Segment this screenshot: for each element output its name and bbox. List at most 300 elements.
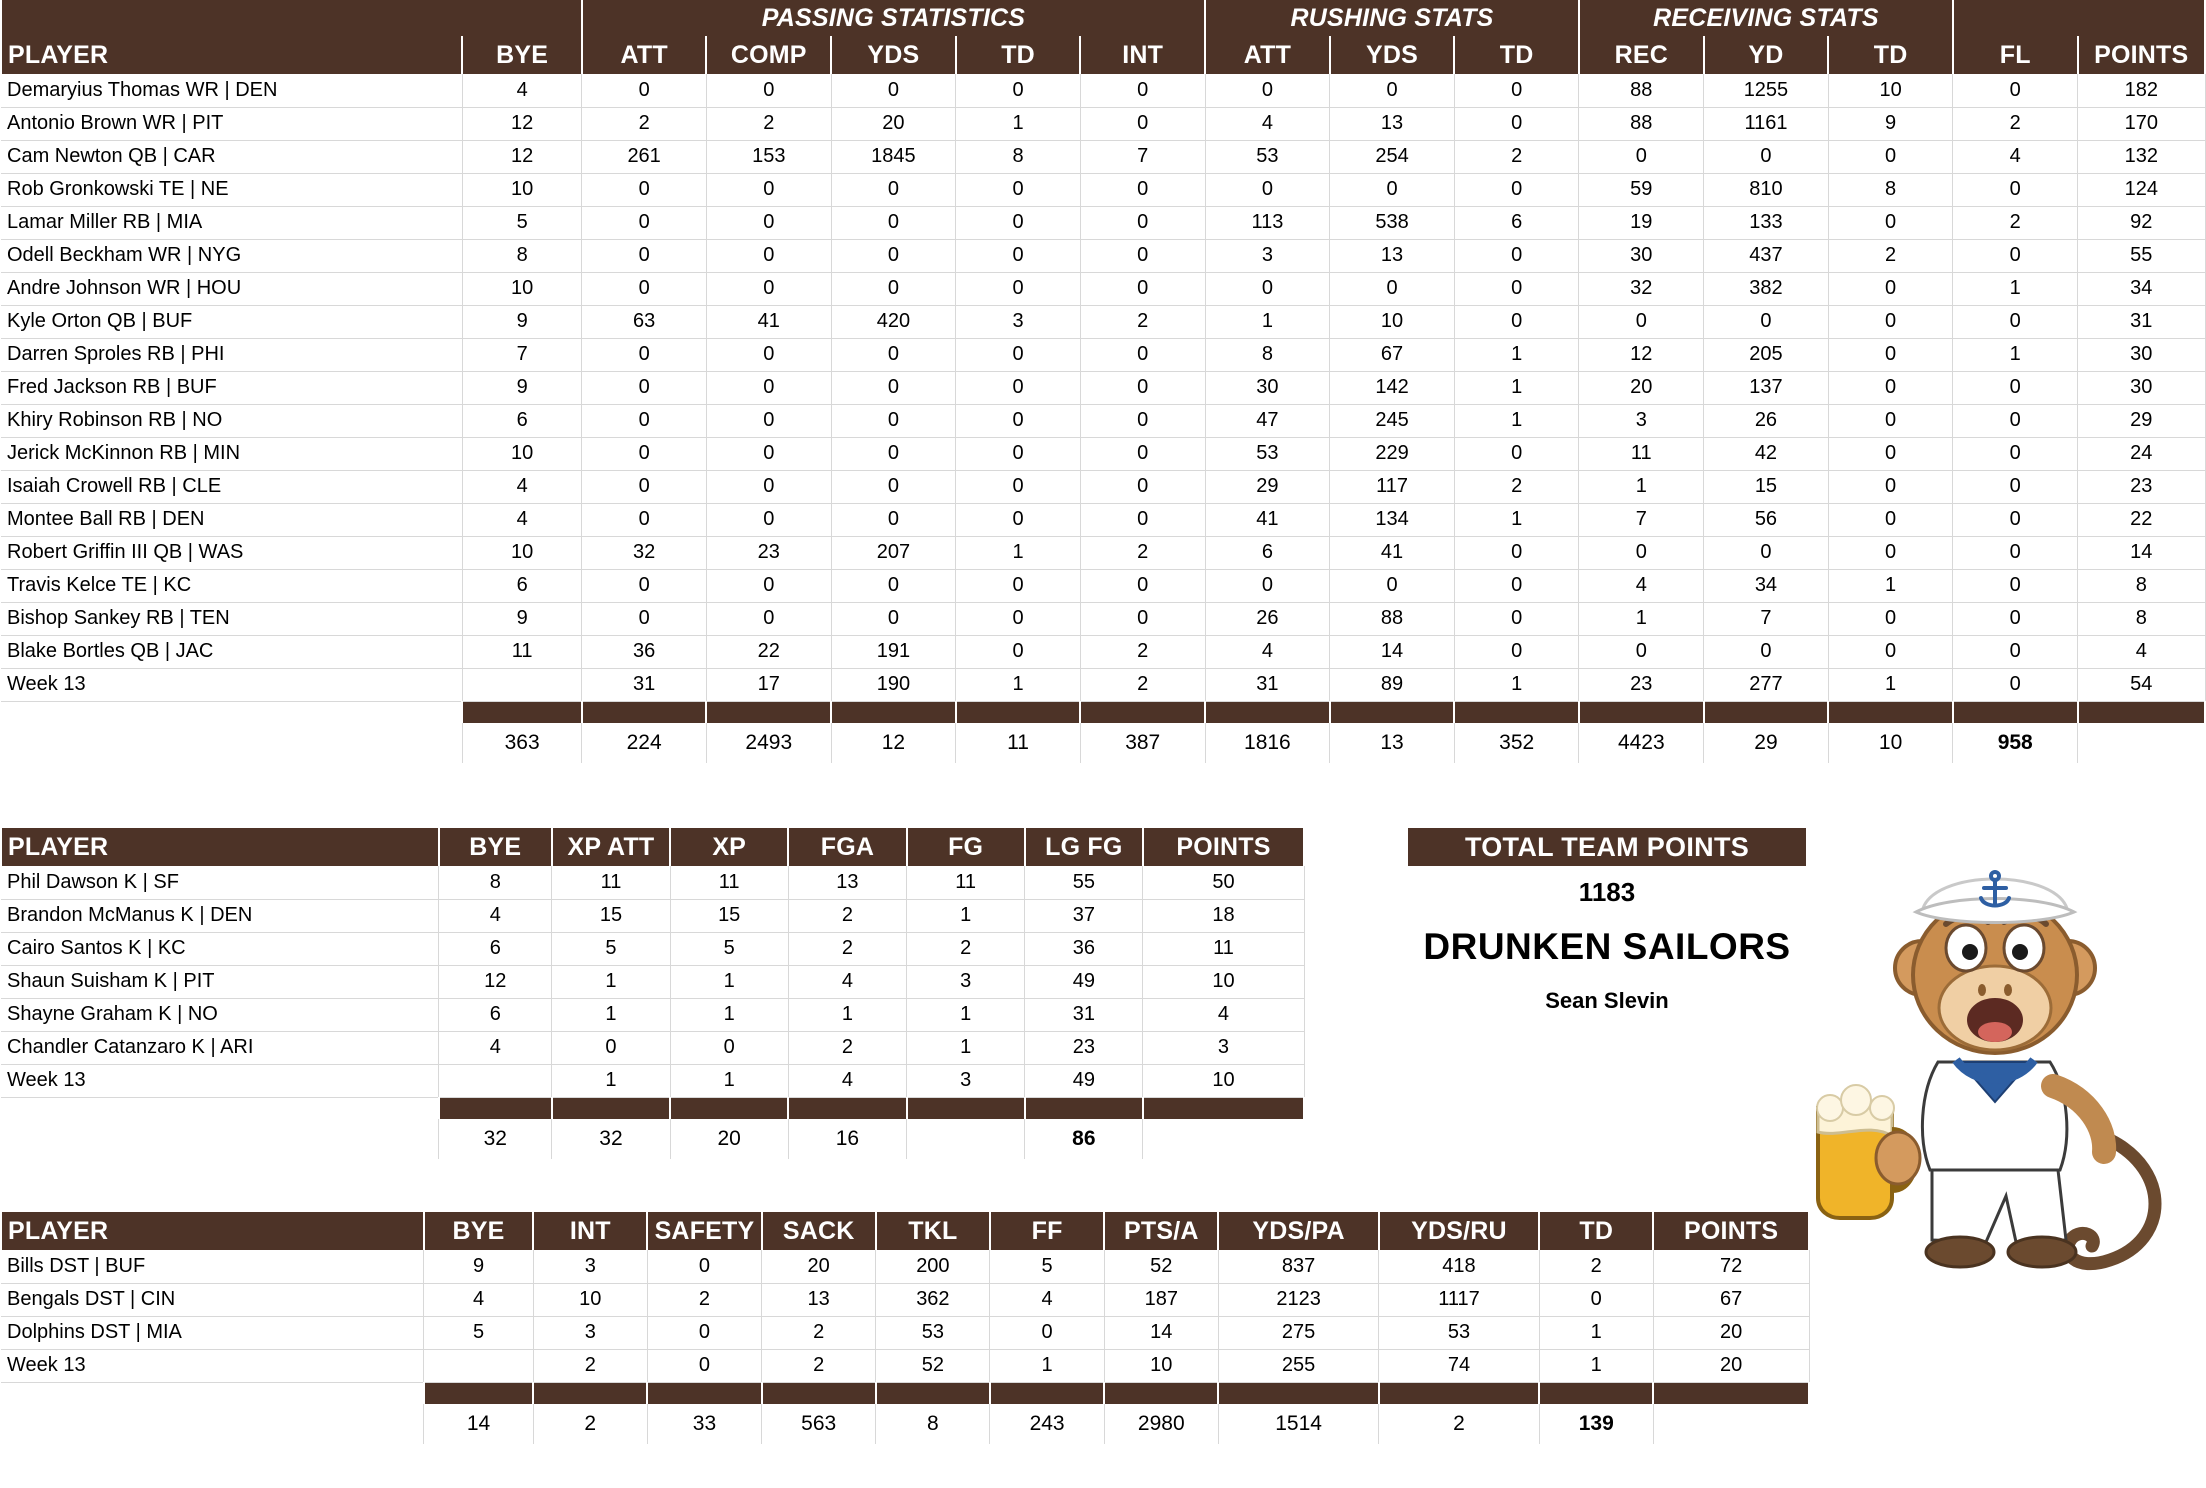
- stat-cell: 0: [831, 272, 956, 305]
- table-row[interactable]: [1, 74, 2205, 107]
- group-header-spacer: [1953, 0, 2205, 36]
- stat-cell: 0: [831, 74, 956, 107]
- stat-cell: 0: [1828, 305, 1953, 338]
- stat-cell: 88: [1579, 107, 1704, 140]
- stat-cell: 11: [1579, 437, 1704, 470]
- separator-cell: [956, 701, 1081, 723]
- stat-cell: 2: [1953, 206, 2078, 239]
- separator-cell: [647, 1382, 761, 1404]
- stat-cell: 0: [1205, 272, 1330, 305]
- stat-cell: 0: [706, 371, 831, 404]
- stat-cell: 2: [1080, 635, 1205, 668]
- stat-cell: 0: [956, 338, 1081, 371]
- stat-cell: 0: [1953, 74, 2078, 107]
- totals-row: [1, 723, 2205, 763]
- stat-cell: 0: [582, 371, 707, 404]
- column-header-rec[interactable]: REC: [1579, 36, 1704, 74]
- stat-cell: 3: [1579, 404, 1704, 437]
- player-name-cell[interactable]: Travis Kelce TE | KC: [1, 569, 462, 602]
- column-header-td[interactable]: TD: [1454, 36, 1579, 74]
- stat-cell: 0: [706, 437, 831, 470]
- stat-cell: 37: [1025, 899, 1143, 932]
- stat-cell: 72: [1653, 1250, 1809, 1283]
- stat-cell: 2: [762, 1316, 876, 1349]
- column-header-bye[interactable]: BYE: [439, 828, 552, 866]
- column-header-sack[interactable]: SACK: [762, 1212, 876, 1250]
- stat-cell: 0: [1953, 371, 2078, 404]
- stat-cell: 0: [1828, 140, 1953, 173]
- stat-cell: 9: [462, 305, 581, 338]
- separator-cell: [1828, 701, 1953, 723]
- stat-cell: 11: [1143, 932, 1304, 965]
- column-header-comp[interactable]: COMP: [706, 36, 831, 74]
- player-name-cell[interactable]: Blake Bortles QB | JAC: [1, 635, 462, 668]
- column-header-att[interactable]: ATT: [582, 36, 707, 74]
- stat-cell: 92: [2078, 206, 2205, 239]
- player-name-cell[interactable]: Bishop Sankey RB | TEN: [1, 602, 462, 635]
- player-name-cell[interactable]: Fred Jackson RB | BUF: [1, 371, 462, 404]
- player-name-cell[interactable]: Jerick McKinnon RB | MIN: [1, 437, 462, 470]
- column-header-points[interactable]: POINTS: [1653, 1212, 1809, 1250]
- column-header-fga[interactable]: FGA: [788, 828, 906, 866]
- stat-cell: [462, 668, 581, 701]
- table-row[interactable]: [1, 998, 1304, 1031]
- totals-points-cell: 86: [1025, 1119, 1143, 1159]
- player-name-cell[interactable]: Week 13: [1, 1349, 424, 1382]
- group-header-passing: PASSING STATISTICS: [582, 0, 1205, 36]
- table-row[interactable]: [1, 602, 2205, 635]
- column-header-fl[interactable]: FL: [1953, 36, 2078, 74]
- stat-cell: 0: [1579, 140, 1704, 173]
- player-name-cell[interactable]: Robert Griffin III QB | WAS: [1, 536, 462, 569]
- column-header-yds-pa[interactable]: YDS/PA: [1218, 1212, 1378, 1250]
- table-row[interactable]: [1, 965, 1304, 998]
- table-row[interactable]: [1, 899, 1304, 932]
- player-name-cell[interactable]: Isaiah Crowell RB | CLE: [1, 470, 462, 503]
- stat-cell: 0: [1080, 239, 1205, 272]
- stat-cell: 255: [1218, 1349, 1378, 1382]
- table-row[interactable]: [1, 173, 2205, 206]
- column-header-att[interactable]: ATT: [1205, 36, 1330, 74]
- column-header-player[interactable]: PLAYER: [1, 36, 462, 74]
- stat-cell: 0: [1579, 635, 1704, 668]
- stat-cell: 1: [1454, 668, 1579, 701]
- stat-cell: 2: [582, 107, 707, 140]
- stat-cell: 0: [831, 602, 956, 635]
- stat-cell: 132: [2078, 140, 2205, 173]
- stat-cell: 1: [907, 998, 1025, 1031]
- table-row[interactable]: [1, 1031, 1304, 1064]
- stat-cell: 30: [2078, 371, 2205, 404]
- stat-cell: 7: [462, 338, 581, 371]
- stat-cell: 53: [1205, 437, 1330, 470]
- stat-cell: 11: [907, 866, 1025, 899]
- stat-cell: 0: [1953, 404, 2078, 437]
- stat-cell: 2: [788, 932, 906, 965]
- drunken-sailor-monkey-mascot-icon: [1810, 840, 2200, 1310]
- separator-cell: [582, 701, 707, 723]
- stat-cell: 0: [1454, 569, 1579, 602]
- column-header-tkl[interactable]: TKL: [876, 1212, 990, 1250]
- stat-cell: 0: [1454, 437, 1579, 470]
- stat-cell: 0: [706, 272, 831, 305]
- stat-cell: 1: [956, 536, 1081, 569]
- player-name-cell[interactable]: Dolphins DST | MIA: [1, 1316, 424, 1349]
- stat-cell: 0: [582, 338, 707, 371]
- player-name-cell[interactable]: Montee Ball RB | DEN: [1, 503, 462, 536]
- column-header-safety[interactable]: SAFETY: [647, 1212, 761, 1250]
- table-row[interactable]: [1, 668, 2205, 701]
- stat-cell: 6: [462, 404, 581, 437]
- stat-cell: 1: [788, 998, 906, 1031]
- stat-cell: 0: [956, 569, 1081, 602]
- stat-cell: 53: [1205, 140, 1330, 173]
- stat-cell: 0: [1330, 74, 1455, 107]
- table-row[interactable]: [1, 536, 2205, 569]
- stat-cell: 0: [706, 74, 831, 107]
- stat-cell: 0: [1828, 635, 1953, 668]
- total-team-points-panel: [1408, 828, 1806, 1014]
- stat-cell: 31: [1025, 998, 1143, 1031]
- stat-cell: 0: [582, 206, 707, 239]
- stat-cell: 88: [1330, 602, 1455, 635]
- stat-cell: 0: [1704, 305, 1829, 338]
- stat-cell: 0: [956, 602, 1081, 635]
- column-header-bye[interactable]: BYE: [424, 1212, 533, 1250]
- separator-cell: [788, 1097, 906, 1119]
- stat-cell: 12: [439, 965, 552, 998]
- stat-cell: 54: [2078, 668, 2205, 701]
- stat-cell: 0: [1080, 404, 1205, 437]
- player-name-cell[interactable]: Week 13: [1, 668, 462, 701]
- player-name-cell[interactable]: Bills DST | BUF: [1, 1250, 424, 1283]
- stat-cell: 1: [1579, 470, 1704, 503]
- column-header-pts-a[interactable]: PTS/A: [1104, 1212, 1218, 1250]
- stat-cell: 187: [1104, 1283, 1218, 1316]
- stat-cell: 20: [831, 107, 956, 140]
- table-row[interactable]: [1, 635, 2205, 668]
- stat-cell: 0: [706, 206, 831, 239]
- table-row[interactable]: [1, 932, 1304, 965]
- column-header-int[interactable]: INT: [1080, 36, 1205, 74]
- total-team-points-value: 1183: [1578, 877, 1636, 907]
- column-header-td[interactable]: TD: [1828, 36, 1953, 74]
- stat-cell: 1: [1539, 1349, 1653, 1382]
- stat-cell: 9: [462, 371, 581, 404]
- player-name-cell[interactable]: Odell Beckham WR | NYG: [1, 239, 462, 272]
- stat-cell: 4: [990, 1283, 1104, 1316]
- stat-cell: 0: [1330, 173, 1455, 206]
- table-row[interactable]: [1, 371, 2205, 404]
- stat-cell: 2: [762, 1349, 876, 1382]
- separator-cell: [1330, 701, 1455, 723]
- table-row[interactable]: [1, 305, 2205, 338]
- table-row[interactable]: [1, 569, 2205, 602]
- stat-cell: 0: [1454, 272, 1579, 305]
- separator-cell: [1953, 701, 2078, 723]
- column-header-row: [1, 1212, 1809, 1250]
- player-name-cell[interactable]: Demaryius Thomas WR | DEN: [1, 74, 462, 107]
- table-row[interactable]: [1, 1283, 1809, 1316]
- table-row[interactable]: [1, 1250, 1809, 1283]
- totals-cell: 33: [647, 1404, 761, 1444]
- stat-cell: 0: [1953, 437, 2078, 470]
- table-row[interactable]: [1, 140, 2205, 173]
- totals-cell: 14: [424, 1404, 533, 1444]
- stat-cell: 0: [582, 437, 707, 470]
- stat-cell: 0: [1454, 74, 1579, 107]
- table-row[interactable]: [1, 272, 2205, 305]
- player-name-cell[interactable]: Cam Newton QB | CAR: [1, 140, 462, 173]
- stat-cell: 47: [1205, 404, 1330, 437]
- stat-cell: 182: [2078, 74, 2205, 107]
- table-row[interactable]: [1, 1349, 1809, 1382]
- stat-cell: 22: [2078, 503, 2205, 536]
- table-row[interactable]: [1, 404, 2205, 437]
- column-header-player[interactable]: PLAYER: [1, 1212, 424, 1250]
- totals-label-cell: [1, 723, 462, 763]
- player-name-cell[interactable]: Khiry Robinson RB | NO: [1, 404, 462, 437]
- column-header-row: [1, 36, 2205, 74]
- stat-cell: 0: [1454, 239, 1579, 272]
- separator-cell: [876, 1382, 990, 1404]
- stat-cell: 1161: [1704, 107, 1829, 140]
- stat-cell: 11: [462, 635, 581, 668]
- stat-cell: 0: [956, 206, 1081, 239]
- stat-cell: 0: [1454, 107, 1579, 140]
- stat-cell: 26: [1704, 404, 1829, 437]
- player-name-cell[interactable]: Phil Dawson K | SF: [1, 866, 439, 899]
- stat-cell: 0: [1454, 635, 1579, 668]
- column-header-yd[interactable]: YD: [1704, 36, 1829, 74]
- player-name-cell[interactable]: Shaun Suisham K | PIT: [1, 965, 439, 998]
- stat-cell: 418: [1379, 1250, 1539, 1283]
- column-header-xp[interactable]: XP: [670, 828, 788, 866]
- stat-cell: 0: [1704, 536, 1829, 569]
- stat-cell: 2: [1454, 470, 1579, 503]
- group-header-rushing: RUSHING STATS: [1205, 0, 1579, 36]
- stat-cell: 0: [831, 239, 956, 272]
- stat-cell: 5: [552, 932, 670, 965]
- separator-cell: [1704, 701, 1829, 723]
- table-row[interactable]: [1, 503, 2205, 536]
- stat-cell: [424, 1349, 533, 1382]
- stat-cell: 0: [1828, 536, 1953, 569]
- player-name-cell[interactable]: Antonio Brown WR | PIT: [1, 107, 462, 140]
- stat-cell: 0: [1828, 404, 1953, 437]
- stat-cell: 1: [907, 1031, 1025, 1064]
- stat-cell: 1117: [1379, 1283, 1539, 1316]
- stat-cell: 0: [1579, 536, 1704, 569]
- player-name-cell[interactable]: Brandon McManus K | DEN: [1, 899, 439, 932]
- player-name-cell[interactable]: Rob Gronkowski TE | NE: [1, 173, 462, 206]
- stat-cell: 437: [1704, 239, 1829, 272]
- separator-cell: [907, 1097, 1025, 1119]
- stat-cell: 0: [670, 1031, 788, 1064]
- column-header-td[interactable]: TD: [1539, 1212, 1653, 1250]
- stat-cell: 1: [670, 965, 788, 998]
- table-row[interactable]: [1, 206, 2205, 239]
- stat-cell: 200: [876, 1250, 990, 1283]
- player-name-cell[interactable]: Week 13: [1, 1064, 439, 1097]
- player-name-cell[interactable]: Shayne Graham K | NO: [1, 998, 439, 1031]
- table-row[interactable]: [1, 1316, 1809, 1349]
- stat-cell: 113: [1205, 206, 1330, 239]
- totals-cell: 16: [788, 1119, 906, 1159]
- stat-cell: 30: [2078, 338, 2205, 371]
- stat-cell: 14: [1330, 635, 1455, 668]
- stat-cell: 0: [956, 371, 1081, 404]
- stat-cell: 4: [439, 1031, 552, 1064]
- stat-cell: 277: [1704, 668, 1829, 701]
- column-header-yds[interactable]: YDS: [831, 36, 956, 74]
- totals-cell: 32: [552, 1119, 670, 1159]
- stat-cell: 0: [1080, 74, 1205, 107]
- table-row[interactable]: [1, 338, 2205, 371]
- totals-cell: 2493: [706, 723, 831, 763]
- stat-cell: 55: [1025, 866, 1143, 899]
- column-header-bye[interactable]: BYE: [462, 36, 581, 74]
- stat-cell: 4: [1205, 635, 1330, 668]
- totals-cell: 387: [1080, 723, 1205, 763]
- totals-cell: [907, 1119, 1025, 1159]
- totals-cell: 363: [462, 723, 581, 763]
- column-header-fg[interactable]: FG: [907, 828, 1025, 866]
- column-header-points[interactable]: POINTS: [1143, 828, 1304, 866]
- stat-cell: 1: [1828, 569, 1953, 602]
- stat-cell: 0: [1953, 503, 2078, 536]
- totals-points-cell: 139: [1539, 1404, 1653, 1444]
- stat-cell: 2123: [1218, 1283, 1378, 1316]
- stat-cell: 190: [831, 668, 956, 701]
- totals-row: [1, 1404, 1809, 1444]
- stat-cell: 0: [1080, 503, 1205, 536]
- separator-cell: [1, 1097, 439, 1119]
- stat-cell: 2: [533, 1349, 647, 1382]
- stat-cell: 0: [1953, 668, 2078, 701]
- stat-cell: 10: [462, 173, 581, 206]
- stat-cell: 0: [1205, 74, 1330, 107]
- stat-cell: 0: [582, 470, 707, 503]
- totals-cell: 352: [1454, 723, 1579, 763]
- stat-cell: 0: [1579, 305, 1704, 338]
- separator-cell: [1143, 1097, 1304, 1119]
- player-name-cell[interactable]: Lamar Miller RB | MIA: [1, 206, 462, 239]
- stat-cell: 0: [831, 503, 956, 536]
- separator-cell: [439, 1097, 552, 1119]
- stat-cell: 382: [1704, 272, 1829, 305]
- stat-cell: 2: [788, 1031, 906, 1064]
- stat-cell: 0: [956, 173, 1081, 206]
- stat-cell: 0: [1828, 503, 1953, 536]
- stat-cell: 4: [439, 899, 552, 932]
- stat-cell: 2: [1080, 536, 1205, 569]
- stat-cell: 1: [1579, 602, 1704, 635]
- separator-cell: [533, 1382, 647, 1404]
- stat-cell: 13: [1330, 239, 1455, 272]
- separator-cell: [424, 1382, 533, 1404]
- stat-cell: 0: [1454, 173, 1579, 206]
- stat-cell: 0: [706, 239, 831, 272]
- stat-cell: 0: [706, 173, 831, 206]
- totals-cell: 224: [582, 723, 707, 763]
- separator-cell: [706, 701, 831, 723]
- table-row[interactable]: [1, 239, 2205, 272]
- separator-cell: [990, 1382, 1104, 1404]
- stat-cell: 0: [1205, 569, 1330, 602]
- stat-cell: 74: [1379, 1349, 1539, 1382]
- column-header-td[interactable]: TD: [956, 36, 1081, 74]
- player-name-cell[interactable]: Andre Johnson WR | HOU: [1, 272, 462, 305]
- separator-cell: [1025, 1097, 1143, 1119]
- stat-cell: 0: [956, 470, 1081, 503]
- player-name-cell[interactable]: Chandler Catanzaro K | ARI: [1, 1031, 439, 1064]
- table-row[interactable]: [1, 866, 1304, 899]
- stat-cell: 1: [1953, 272, 2078, 305]
- stat-cell: 10: [1143, 1064, 1304, 1097]
- stat-cell: 10: [462, 272, 581, 305]
- player-name-cell[interactable]: Kyle Orton QB | BUF: [1, 305, 462, 338]
- stat-cell: 1: [956, 107, 1081, 140]
- player-name-cell[interactable]: Darren Sproles RB | PHI: [1, 338, 462, 371]
- stat-cell: 8: [462, 239, 581, 272]
- column-header-ff[interactable]: FF: [990, 1212, 1104, 1250]
- stat-cell: 9: [424, 1250, 533, 1283]
- player-name-cell[interactable]: Bengals DST | CIN: [1, 1283, 424, 1316]
- stat-cell: 3: [533, 1250, 647, 1283]
- stat-cell: 0: [582, 74, 707, 107]
- stat-cell: 7: [1080, 140, 1205, 173]
- separator-row: [1, 701, 2205, 723]
- stat-cell: 2: [1080, 668, 1205, 701]
- stat-cell: 56: [1704, 503, 1829, 536]
- stat-cell: 12: [462, 140, 581, 173]
- stat-cell: 2: [706, 107, 831, 140]
- separator-cell: [670, 1097, 788, 1119]
- stat-cell: 117: [1330, 470, 1455, 503]
- stat-cell: 5: [462, 206, 581, 239]
- column-header-points[interactable]: POINTS: [2078, 36, 2205, 74]
- group-header-receiving: RECEIVING STATS: [1579, 0, 1953, 36]
- column-header-yds[interactable]: YDS: [1330, 36, 1455, 74]
- totals-cell: 8: [876, 1404, 990, 1444]
- stat-cell: 8: [439, 866, 552, 899]
- table-row[interactable]: [1, 470, 2205, 503]
- stat-cell: 0: [831, 371, 956, 404]
- stat-cell: 10: [533, 1283, 647, 1316]
- stat-cell: 0: [706, 338, 831, 371]
- dst-stats-table: [0, 1212, 1810, 1444]
- stat-cell: 207: [831, 536, 956, 569]
- stat-cell: 0: [1704, 140, 1829, 173]
- stat-cell: 1: [956, 668, 1081, 701]
- totals-cell: 1514: [1218, 1404, 1378, 1444]
- column-header-lg-fg[interactable]: LG FG: [1025, 828, 1143, 866]
- player-name-cell[interactable]: Cairo Santos K | KC: [1, 932, 439, 965]
- stat-cell: 0: [706, 404, 831, 437]
- column-header-player[interactable]: PLAYER: [1, 828, 439, 866]
- column-header-yds-ru[interactable]: YDS/RU: [1379, 1212, 1539, 1250]
- table-row[interactable]: [1, 437, 2205, 470]
- table-row[interactable]: [1, 1064, 1304, 1097]
- column-header-xp-att[interactable]: XP ATT: [552, 828, 670, 866]
- table-row[interactable]: [1, 107, 2205, 140]
- separator-cell: [1104, 1382, 1218, 1404]
- totals-cell: 29: [1704, 723, 1829, 763]
- totals-cell: 2: [1379, 1404, 1539, 1444]
- stat-cell: 0: [582, 173, 707, 206]
- column-header-int[interactable]: INT: [533, 1212, 647, 1250]
